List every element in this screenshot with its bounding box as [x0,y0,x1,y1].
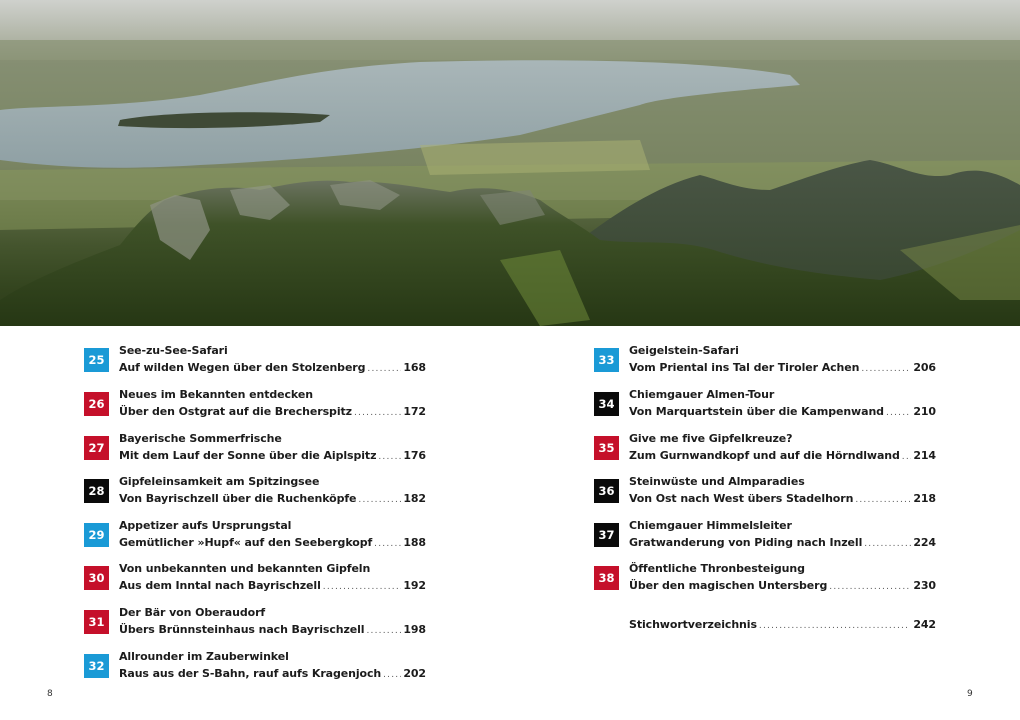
leader-dots [864,539,911,549]
toc-entry-34[interactable] [594,388,936,428]
tour-subtitle: Von Marquartstein über die Kampenwand [629,405,884,418]
toc-entry-28[interactable] [84,475,426,515]
toc-entry-37[interactable] [594,519,936,559]
toc-entry-38[interactable] [594,562,936,602]
tour-title: Geigelstein-Safari [629,344,739,357]
tour-number-badge: 28 [84,479,109,503]
tour-number-badge: 32 [84,654,109,678]
tour-subtitle: Aus dem Inntal nach Bayrischzell [119,579,321,592]
leader-dots [383,670,401,680]
tour-title: Appetizer aufs Ursprungstal [119,519,292,532]
toc-entry-35[interactable] [594,432,936,472]
page-number: 214 [913,449,936,462]
tour-number-badge: 38 [594,566,619,590]
toc-entry-27[interactable] [84,432,426,472]
hero-photo [0,0,1020,326]
leader-dots [358,495,401,505]
page-number: 192 [403,579,426,592]
tour-number-badge: 29 [84,523,109,547]
toc-entry-30[interactable] [84,562,426,602]
tour-subtitle: Raus aus der S-Bahn, rauf aufs Kragenjoch [119,667,382,680]
page-number: 206 [913,361,936,374]
page-number: 202 [403,667,426,680]
toc-entry-32[interactable] [84,650,426,690]
tour-title: Öffentliche Thronbesteigung [629,562,805,575]
leader-dots [902,452,912,462]
tour-subtitle: Gratwanderung von Piding nach Inzell [629,536,863,549]
page-number: 188 [403,536,426,549]
leader-dots [855,495,911,505]
page-number-right: 9 [967,689,973,699]
leader-dots [861,364,911,374]
page-number: 172 [403,405,426,418]
leader-dots [367,364,401,374]
page-number: 168 [403,361,426,374]
tour-subtitle: Über den magischen Untersberg [629,579,828,592]
page-number: 218 [913,492,936,505]
leader-dots [374,539,401,549]
tour-subtitle: Vom Priental ins Tal der Tiroler Achen [629,361,860,374]
page-number: 210 [913,405,936,418]
leader-dots [323,582,402,592]
leader-dots [354,408,401,418]
tour-title: Gipfeleinsamkeit am Spitzingsee [119,475,320,488]
page-number: 242 [913,618,936,631]
tour-title: Neues im Bekannten entdecken [119,388,313,401]
tour-subtitle: Gemütlicher »Hupf« auf den Seebergkopf [119,536,373,549]
page-number-left: 8 [47,689,53,699]
tour-title: Der Bär von Oberaudorf [119,606,266,619]
toc-entry-29[interactable] [84,519,426,559]
tour-title: Steinwüste und Almparadies [629,475,805,488]
tour-number-badge: 26 [84,392,109,416]
tour-title: Allrounder im Zauberwinkel [119,650,289,663]
tour-title: Bayerische Sommerfrische [119,432,282,445]
tour-number-badge: 33 [594,348,619,372]
tour-title: Give me five Gipfelkreuze? [629,432,793,445]
leader-dots [829,582,911,592]
tour-number-badge: 27 [84,436,109,460]
tour-number-badge: 31 [84,610,109,634]
tour-subtitle: Zum Gurnwandkopf und auf die Hörndlwand [629,449,900,462]
tour-subtitle: Von Bayrischzell über die Ruchenköpfe [119,492,357,505]
tour-subtitle: Übers Brünnsteinhaus nach Bayrischzell [119,623,365,636]
toc-entry-36[interactable] [594,475,936,515]
page-number: 176 [403,449,426,462]
index-label: Stichwortverzeichnis [629,618,757,631]
leader-dots [366,626,401,636]
tour-number-badge: 30 [84,566,109,590]
page-number: 230 [913,579,936,592]
page-number: 198 [403,623,426,636]
page-number: 182 [403,492,426,505]
toc-entry-26[interactable] [84,388,426,428]
tour-number-badge: 25 [84,348,109,372]
tour-title: Chiemgauer Himmelsleiter [629,519,792,532]
page-number: 224 [913,536,936,549]
toc-entry-33[interactable] [594,344,936,384]
leader-dots [378,452,401,462]
tour-number-badge: 34 [594,392,619,416]
tour-title: See-zu-See-Safari [119,344,228,357]
tour-number-badge: 36 [594,479,619,503]
tour-subtitle: Über den Ostgrat auf die Brecherspitz [119,405,352,418]
toc-entry-25[interactable] [84,344,426,384]
tour-number-badge: 35 [594,436,619,460]
tour-subtitle: Von Ost nach West übers Stadelhorn [629,492,854,505]
landscape-illustration [0,0,1020,326]
tour-number-badge: 37 [594,523,619,547]
leader-dots [759,621,909,631]
tour-subtitle: Auf wilden Wegen über den Stolzenberg [119,361,366,374]
tour-title: Chiemgauer Almen-Tour [629,388,775,401]
tour-subtitle: Mit dem Lauf der Sonne über die Aiplspitz [119,449,377,462]
toc-entry-index[interactable] [594,618,936,658]
tour-title: Von unbekannten und bekannten Gipfeln [119,562,371,575]
leader-dots [886,408,911,418]
toc-entry-31[interactable] [84,606,426,646]
